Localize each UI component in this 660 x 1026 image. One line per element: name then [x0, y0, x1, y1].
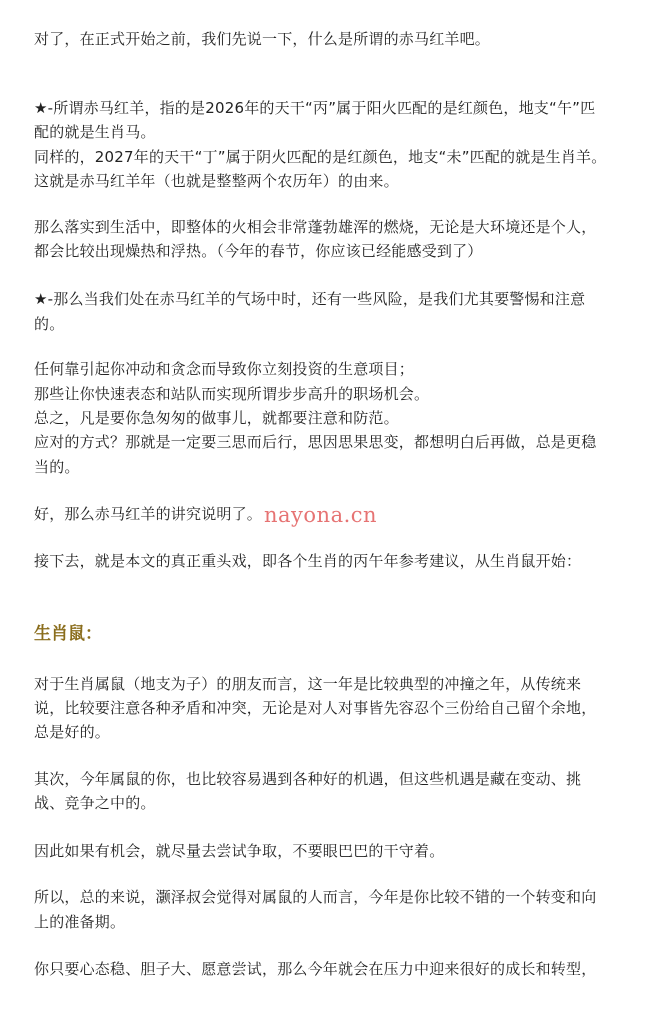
paragraph-line: 同样的，2027年的天干“丁”属于阴火匹配的是红颜色，地支“未”匹配的就是生肖羊。: [34, 148, 607, 166]
paragraph-line: 战、竞争之中的。: [34, 794, 156, 812]
paragraph-line: 说，比较要注意各种矛盾和冲突，无论是对人对事皆先容忍个三份给自己留个余地，: [34, 699, 597, 717]
paragraph-line: 所以，总的来说，灏泽叔会觉得对属鼠的人而言，今年是你比较不错的一个转变和向: [34, 888, 597, 906]
paragraph-line: ★-所谓赤马红羊，指的是2026年的天干“丙”属于阳火匹配的是红颜色，地支“午”匹: [34, 99, 596, 117]
paragraph-line: 对于生肖属鼠（地支为子）的朋友而言，这一年是比较典型的冲撞之年，从传统来: [34, 675, 582, 693]
paragraph-line: 总之，凡是要你急匆匆的做事儿，就都要注意和防范。: [34, 409, 399, 427]
section-heading: 生肖鼠：: [34, 624, 102, 644]
paragraph-line: 的。: [34, 315, 65, 333]
paragraph-line: 任何靠引起你冲动和贪念而导致你立刻投资的生意项目；: [34, 360, 415, 378]
paragraph-line: 配的就是生肖马。: [34, 123, 156, 141]
paragraph-line: 好，那么赤马红羊的讲究说明了。: [34, 505, 263, 523]
paragraph-line: 这就是赤马红羊年（也就是整整两个农历年）的由来。: [34, 172, 399, 190]
paragraph-line: 总是好的。: [34, 723, 111, 741]
paragraph-line: 那些让你快速表态和站队而实现所谓步步高升的职场机会。: [34, 385, 430, 403]
watermark-text: nayona.cn: [264, 503, 378, 527]
paragraph-line: 上的准备期。: [34, 913, 126, 931]
paragraph-line: 那么落实到生活中，即整体的火相会非常蓬勃雄浑的燃烧，无论是大环境还是个人，: [34, 218, 597, 236]
paragraph-line: 应对的方式？那就是一定要三思而后行，思因思果思变，都想明白后再做，总是更稳: [34, 433, 597, 451]
paragraph-line: 都会比较出现燥热和浮热。（今年的春节，你应该已经能感受到了）: [34, 242, 483, 260]
paragraph-line: 当的。: [34, 458, 80, 476]
paragraph-line: 因此如果有机会，就尽量去尝试争取，不要眼巴巴的干守着。: [34, 842, 445, 860]
paragraph-line: 其次，今年属鼠的你，也比较容易遇到各种好的机遇，但这些机遇是藏在变动、挑: [34, 770, 582, 788]
paragraph-line: 接下去，就是本文的真正重头戏，即各个生肖的丙午年参考建议，从生肖鼠开始：: [34, 552, 582, 570]
paragraph-line: 对了，在正式开始之前，我们先说一下，什么是所谓的赤马红羊吧。: [34, 30, 491, 48]
paragraph-line: 你只要心态稳、胆子大、愿意尝试，那么今年就会在压力中迎来很好的成长和转型，: [34, 960, 597, 978]
paragraph-line: ★-那么当我们处在赤马红羊的气场中时，还有一些风险，是我们尤其要警惕和注意: [34, 290, 586, 308]
